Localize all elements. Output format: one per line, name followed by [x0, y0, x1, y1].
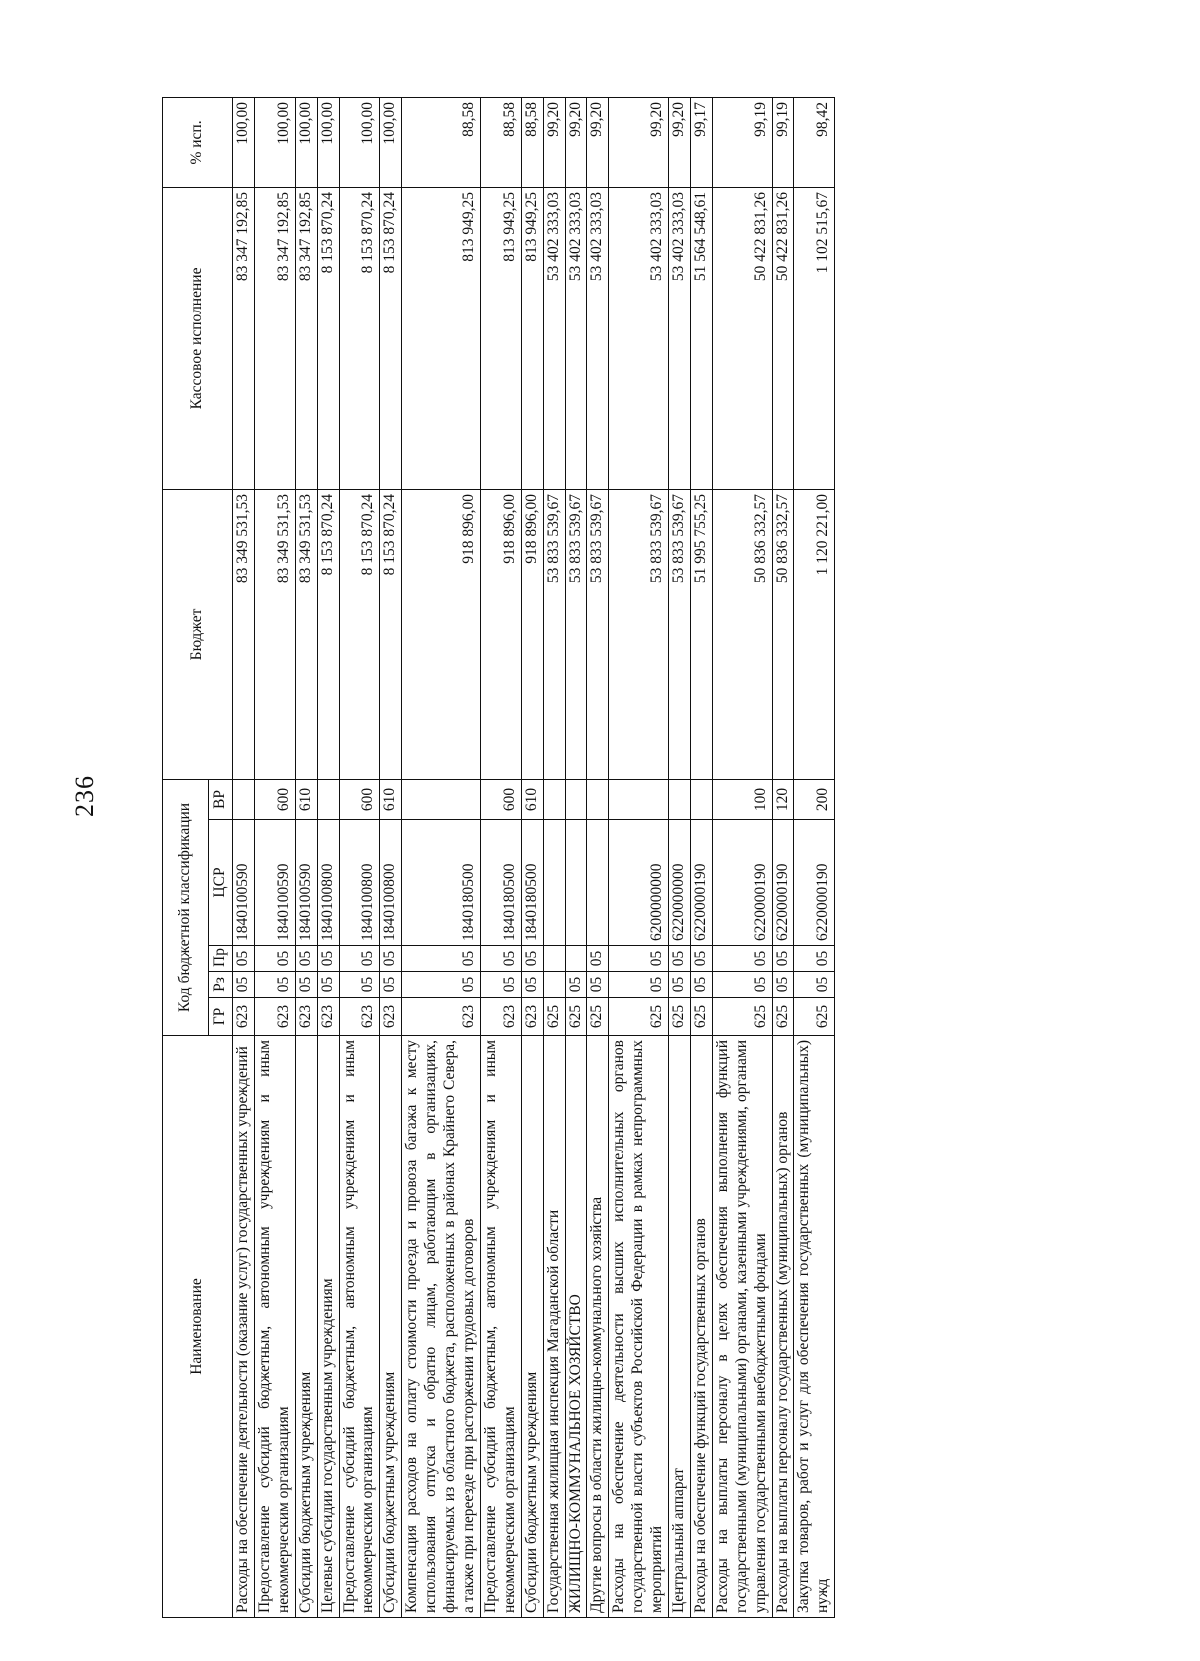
- row-rz: 05: [254, 972, 295, 998]
- row-name: Закупка товаров, работ и услуг для обеспечения государственных (муниципальных) нужд: [794, 1036, 835, 1618]
- row-csr: 6200000000: [609, 820, 669, 946]
- row-cash: 53 402 333,03: [543, 187, 565, 489]
- row-gr: 625: [587, 998, 609, 1036]
- table-row: [543, 97, 565, 1617]
- row-cash: 813 949,25: [521, 187, 543, 489]
- row-name: Предоставление субсидий бюджетным, автономным учреждениям и иным некоммерческим организациям: [480, 1036, 521, 1618]
- header-vr: ВР: [209, 779, 233, 819]
- row-gr: 623: [254, 998, 295, 1036]
- row-pr: 05: [772, 946, 794, 972]
- row-csr: 6220000000: [669, 820, 691, 946]
- row-pct: 100,00: [317, 97, 339, 187]
- row-cash: 8 153 870,24: [339, 187, 380, 489]
- row-vr: [669, 779, 691, 819]
- row-vr: [565, 779, 587, 819]
- row-name: Государственная жилищная инспекция Магаданской области: [543, 1036, 565, 1618]
- table-row: [254, 97, 295, 1617]
- row-cash: 53 402 333,03: [669, 187, 691, 489]
- row-name: Расходы на выплаты персоналу в целях обеспечения выполнения функций государственными (муниципальными) органами, казенными учреждениями, органами управления государственными внебюджетными фондами: [712, 1036, 772, 1618]
- table-row: [609, 97, 669, 1617]
- header-name: Наименование: [163, 1036, 233, 1618]
- table-row: [295, 97, 317, 1617]
- row-pr: 05: [402, 946, 481, 972]
- row-gr: 625: [543, 998, 565, 1036]
- table-row: [380, 97, 402, 1617]
- row-cash: 8 153 870,24: [317, 187, 339, 489]
- row-budget: 8 153 870,24: [317, 489, 339, 779]
- header-gr: ГР: [209, 998, 233, 1036]
- row-gr: 623: [402, 998, 481, 1036]
- table-row: [669, 97, 691, 1617]
- row-cash: 51 564 548,61: [690, 187, 712, 489]
- rotated-table-wrapper: [162, 98, 1119, 1618]
- row-rz: 05: [339, 972, 380, 998]
- row-csr: [565, 820, 587, 946]
- row-csr: 1840100800: [317, 820, 339, 946]
- table-row: [712, 97, 772, 1617]
- row-pr: [565, 946, 587, 972]
- row-pct: 99,20: [565, 97, 587, 187]
- row-pr: 05: [254, 946, 295, 972]
- row-budget: 50 836 332,57: [772, 489, 794, 779]
- row-name: Расходы на обеспечение деятельности (оказание услуг) государственных учреждений: [233, 1036, 255, 1618]
- row-name: Предоставление субсидий бюджетным, автономным учреждениям и иным некоммерческим организациям: [339, 1036, 380, 1618]
- row-pr: 05: [295, 946, 317, 972]
- row-cash: 53 402 333,03: [565, 187, 587, 489]
- row-vr: 600: [254, 779, 295, 819]
- row-budget: 53 833 539,67: [609, 489, 669, 779]
- row-cash: 53 402 333,03: [609, 187, 669, 489]
- row-name: Расходы на обеспечение деятельности высших исполнительных органов государственной власти субъектов Российской Федерации в рамках непрограммных мероприятий: [609, 1036, 669, 1618]
- row-pr: 05: [690, 946, 712, 972]
- row-budget: 50 836 332,57: [712, 489, 772, 779]
- row-vr: [233, 779, 255, 819]
- row-pct: 99,19: [772, 97, 794, 187]
- row-cash: 8 153 870,24: [380, 187, 402, 489]
- row-rz: 05: [402, 972, 481, 998]
- row-gr: 623: [480, 998, 521, 1036]
- row-pct: 99,19: [712, 97, 772, 187]
- row-name: Предоставление субсидий бюджетным, автономным учреждениям и иным некоммерческим организациям: [254, 1036, 295, 1618]
- header-pct: % исп.: [163, 97, 233, 187]
- header-pr: Пр: [209, 946, 233, 972]
- row-budget: 918 896,00: [402, 489, 481, 779]
- row-pr: 05: [609, 946, 669, 972]
- table-row: [587, 97, 609, 1617]
- row-cash: 53 402 333,03: [587, 187, 609, 489]
- row-gr: 623: [521, 998, 543, 1036]
- row-name: Компенсация расходов на оплату стоимости проезда и провоза багажа к месту использования отпуска и обратно лицам, работающим в организациях, финансируемых из областного бюджета, расположенных в районах Крайнего Севера, а также при переезде при расторжении трудовых договоров: [402, 1036, 481, 1618]
- row-pr: 05: [669, 946, 691, 972]
- row-pct: 99,17: [690, 97, 712, 187]
- row-vr: [317, 779, 339, 819]
- row-vr: 600: [480, 779, 521, 819]
- row-csr: 1840100590: [295, 820, 317, 946]
- row-name: Целевые субсидии государственным учреждениям: [317, 1036, 339, 1618]
- row-gr: 625: [609, 998, 669, 1036]
- table-row: [233, 97, 255, 1617]
- row-vr: 610: [295, 779, 317, 819]
- row-pct: 88,58: [521, 97, 543, 187]
- row-gr: 625: [712, 998, 772, 1036]
- row-vr: 100: [712, 779, 772, 819]
- row-vr: 610: [380, 779, 402, 819]
- row-budget: 918 896,00: [480, 489, 521, 779]
- row-pr: 05: [712, 946, 772, 972]
- row-vr: 120: [772, 779, 794, 819]
- row-gr: 623: [317, 998, 339, 1036]
- table-row: [339, 97, 380, 1617]
- row-gr: 623: [339, 998, 380, 1036]
- row-name: Субсидии бюджетным учреждениям: [521, 1036, 543, 1618]
- row-gr: 623: [380, 998, 402, 1036]
- row-csr: [587, 820, 609, 946]
- row-pr: 05: [794, 946, 835, 972]
- header-csr: ЦСР: [209, 820, 233, 946]
- row-budget: 83 349 531,53: [233, 489, 255, 779]
- row-budget: 83 349 531,53: [295, 489, 317, 779]
- row-pr: 05: [233, 946, 255, 972]
- row-pct: 99,20: [543, 97, 565, 187]
- row-gr: 623: [233, 998, 255, 1036]
- row-rz: 05: [772, 972, 794, 998]
- header-cash: Кассовое исполнение: [163, 187, 233, 489]
- row-rz: [543, 972, 565, 998]
- row-pct: 99,20: [609, 97, 669, 187]
- row-csr: 1840180500: [402, 820, 481, 946]
- row-csr: 1840100800: [380, 820, 402, 946]
- row-vr: [402, 779, 481, 819]
- row-pct: 99,20: [587, 97, 609, 187]
- row-budget: 918 896,00: [521, 489, 543, 779]
- row-rz: 05: [587, 972, 609, 998]
- row-rz: 05: [565, 972, 587, 998]
- row-pr: [543, 946, 565, 972]
- table-row: [565, 97, 587, 1617]
- table-row: [402, 97, 481, 1617]
- row-pr: 05: [480, 946, 521, 972]
- row-csr: 6220000190: [690, 820, 712, 946]
- row-pct: 99,20: [669, 97, 691, 187]
- row-cash: 813 949,25: [402, 187, 481, 489]
- row-csr: 6220000190: [794, 820, 835, 946]
- header-rz: Рз: [209, 972, 233, 998]
- row-gr: 625: [565, 998, 587, 1036]
- row-cash: 83 347 192,85: [254, 187, 295, 489]
- row-pr: 05: [521, 946, 543, 972]
- row-budget: 51 995 755,25: [690, 489, 712, 779]
- row-rz: 05: [794, 972, 835, 998]
- row-rz: 05: [609, 972, 669, 998]
- row-vr: 610: [521, 779, 543, 819]
- budget-execution-table: [162, 97, 835, 1618]
- row-rz: 05: [521, 972, 543, 998]
- row-budget: 53 833 539,67: [543, 489, 565, 779]
- row-name: ЖИЛИЩНО-КОММУНАЛЬНОЕ ХОЗЯЙСТВО: [565, 1036, 587, 1618]
- row-pct: 100,00: [339, 97, 380, 187]
- page-number: 236: [70, 775, 99, 817]
- row-csr: 1840100800: [339, 820, 380, 946]
- table-row: [480, 97, 521, 1617]
- row-vr: 600: [339, 779, 380, 819]
- row-name: Субсидии бюджетным учреждениям: [295, 1036, 317, 1618]
- row-rz: 05: [295, 972, 317, 998]
- table-row: [690, 97, 712, 1617]
- row-rz: 05: [233, 972, 255, 998]
- row-gr: 623: [295, 998, 317, 1036]
- row-csr: 6220000190: [712, 820, 772, 946]
- row-rz: 05: [317, 972, 339, 998]
- row-cash: 83 347 192,85: [233, 187, 255, 489]
- table-row: [521, 97, 543, 1617]
- table-row: [794, 97, 835, 1617]
- row-pct: 88,58: [402, 97, 481, 187]
- row-pct: 100,00: [254, 97, 295, 187]
- row-name: Расходы на выплаты персоналу государственных (муниципальных) органов: [772, 1036, 794, 1618]
- row-name: Другие вопросы в области жилищно-коммунального хозяйства: [587, 1036, 609, 1618]
- row-name: Расходы на обеспечение функций государственных органов: [690, 1036, 712, 1618]
- row-vr: [609, 779, 669, 819]
- table-row: [317, 97, 339, 1617]
- row-gr: 625: [690, 998, 712, 1036]
- row-rz: 05: [480, 972, 521, 998]
- row-pct: 100,00: [233, 97, 255, 187]
- row-csr: 1840100590: [233, 820, 255, 946]
- row-csr: 1840180500: [521, 820, 543, 946]
- row-pr: 05: [587, 946, 609, 972]
- row-pct: 100,00: [380, 97, 402, 187]
- table-row: [772, 97, 794, 1617]
- row-gr: 625: [772, 998, 794, 1036]
- row-pr: 05: [380, 946, 402, 972]
- row-pr: 05: [339, 946, 380, 972]
- row-csr: 6220000190: [772, 820, 794, 946]
- row-csr: 1840100590: [254, 820, 295, 946]
- row-gr: 625: [669, 998, 691, 1036]
- row-budget: 8 153 870,24: [339, 489, 380, 779]
- row-pct: 98,42: [794, 97, 835, 187]
- row-name: Субсидии бюджетным учреждениям: [380, 1036, 402, 1618]
- row-pct: 88,58: [480, 97, 521, 187]
- row-csr: 1840180500: [480, 820, 521, 946]
- row-rz: 05: [669, 972, 691, 998]
- header-budget: Бюджет: [163, 489, 233, 779]
- row-name: Центральный аппарат: [669, 1036, 691, 1618]
- row-cash: 813 949,25: [480, 187, 521, 489]
- row-vr: [690, 779, 712, 819]
- row-cash: 1 102 515,67: [794, 187, 835, 489]
- row-rz: 05: [380, 972, 402, 998]
- row-pct: 100,00: [295, 97, 317, 187]
- row-budget: 83 349 531,53: [254, 489, 295, 779]
- row-gr: 625: [794, 998, 835, 1036]
- row-budget: 8 153 870,24: [380, 489, 402, 779]
- row-budget: 1 120 221,00: [794, 489, 835, 779]
- header-code-group: Код бюджетной классификации: [163, 779, 209, 1035]
- row-budget: 53 833 539,67: [669, 489, 691, 779]
- row-vr: [587, 779, 609, 819]
- row-vr: [543, 779, 565, 819]
- row-rz: 05: [690, 972, 712, 998]
- row-csr: [543, 820, 565, 946]
- row-budget: 53 833 539,67: [565, 489, 587, 779]
- row-pr: 05: [317, 946, 339, 972]
- row-cash: 83 347 192,85: [295, 187, 317, 489]
- row-cash: 50 422 831,26: [772, 187, 794, 489]
- row-budget: 53 833 539,67: [587, 489, 609, 779]
- row-vr: 200: [794, 779, 835, 819]
- row-cash: 50 422 831,26: [712, 187, 772, 489]
- row-rz: 05: [712, 972, 772, 998]
